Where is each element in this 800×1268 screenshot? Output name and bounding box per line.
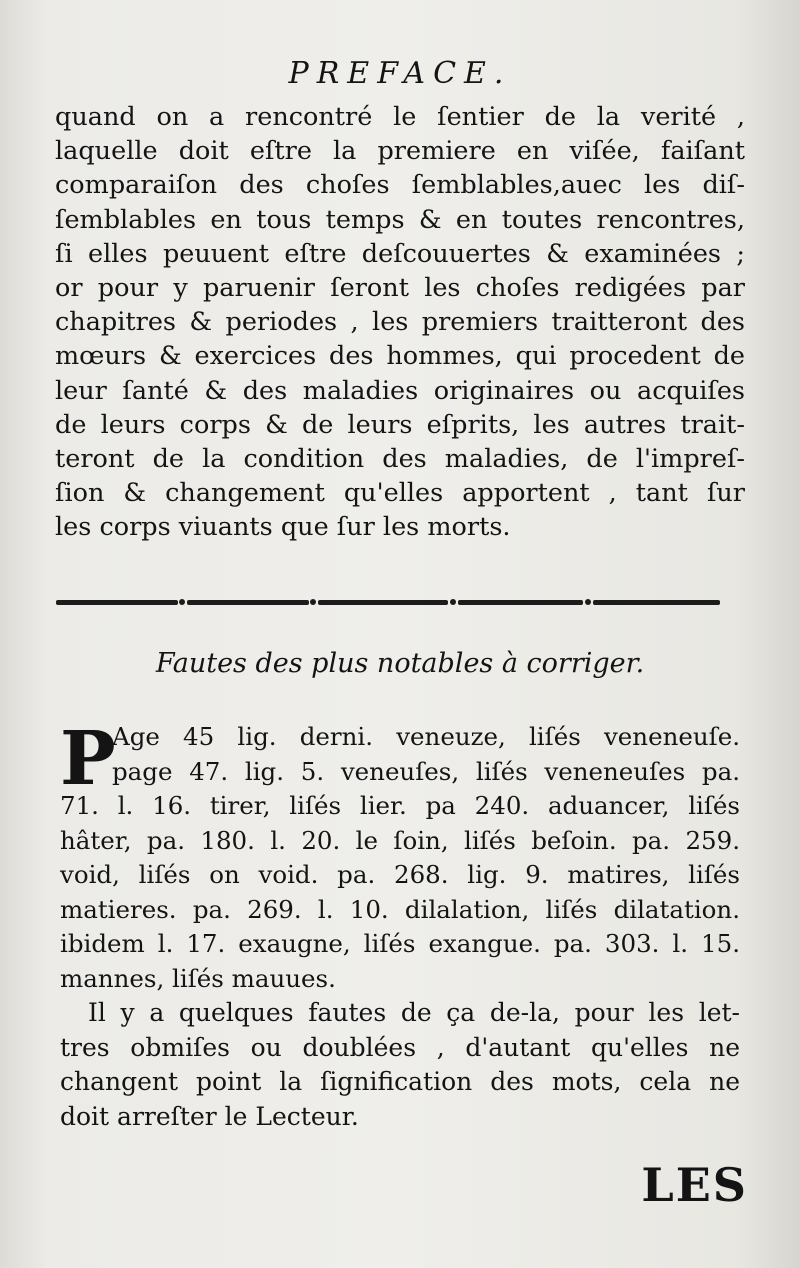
rule-dot xyxy=(585,599,591,605)
rule-segment xyxy=(187,600,309,605)
errata-line: hâter, pa. 180. l. 20. le ſoin, liſés beſoin. pa. 259. xyxy=(60,825,740,855)
text-line: de leurs corps & de leurs eſprits, les autres trait- xyxy=(55,409,745,440)
drop-capital: P xyxy=(60,716,116,802)
text-line: quand on a rencontré le ſentier de la verité , xyxy=(55,102,745,132)
errata-line: void, liſés on void. pa. 268. lig. 9. matires, liſés xyxy=(60,860,740,889)
note-line: Il y a quelques fautes de ça de-la, pour les let- xyxy=(88,998,740,1027)
text-line: mœurs & exercices des hommes, qui procedent de xyxy=(55,341,745,372)
text-line: laquelle doit eſtre la premiere en viſée, faiſant xyxy=(55,136,745,167)
errata-line: 71. l. 16. tirer, liſés lier. pa 240. aduancer, liſés xyxy=(60,791,740,820)
rule-dot xyxy=(179,599,185,605)
errata-line: ibidem l. 17. exaugne, liſés exangue. pa. 303. l. 15. xyxy=(60,929,740,958)
errata-line: page 47. lig. 5. veneuſes, liſés veneneuſes pa. xyxy=(112,756,740,786)
preface-paragraph xyxy=(55,100,745,545)
rule-dot xyxy=(310,599,316,605)
catchword: LES xyxy=(641,1158,748,1212)
note-line: changent point la ſignification des mots, cela ne xyxy=(60,1067,740,1096)
rule-segment xyxy=(458,600,583,605)
text-line: ſi elles peuuent eſtre deſcouuertes & examinées ; xyxy=(55,238,745,269)
errata-note xyxy=(60,996,740,1134)
errata-line: Age 45 lig. derni. veneuze, liſés veneneuſe. xyxy=(112,722,740,751)
rule-segment xyxy=(56,600,178,605)
text-line: leur ſanté & des maladies originaires ou acquiſes xyxy=(55,375,745,406)
text-line: chapitres & periodes , les premiers traitteront des xyxy=(55,307,745,338)
rule-segment xyxy=(593,600,720,605)
text-line: ſemblables en tous temps & en toutes rencontres, xyxy=(55,204,745,235)
text-line: ſion & changement qu'elles apportent , tant ſur xyxy=(55,478,745,509)
rule-dot xyxy=(450,599,456,605)
errata-heading: Fautes des plus notables à corriger. xyxy=(155,648,645,679)
note-line: tres obmiſes ou doublées , d'autant qu'elles ne xyxy=(60,1032,740,1062)
errata-line: matieres. pa. 269. l. 10. dilalation, liſés dilatation. xyxy=(60,894,740,924)
errata-line: mannes, liſés mauues. xyxy=(60,963,336,993)
ornamental-rule xyxy=(56,596,720,610)
errata-list xyxy=(60,716,740,996)
text-line: teront de la condition des maladies, de l'impreſ- xyxy=(55,444,745,475)
text-line: les corps viuants que ſur les morts. xyxy=(55,512,511,543)
running-head: PREFACE. xyxy=(288,56,512,91)
text-line: or pour y paruenir ſeront les choſes redigées par xyxy=(55,273,745,304)
rule-segment xyxy=(318,600,448,605)
note-line: doit arreſter le Lecteur. xyxy=(60,1101,359,1131)
text-line: comparaiſon des choſes ſemblables,auec les diſ- xyxy=(55,170,745,201)
